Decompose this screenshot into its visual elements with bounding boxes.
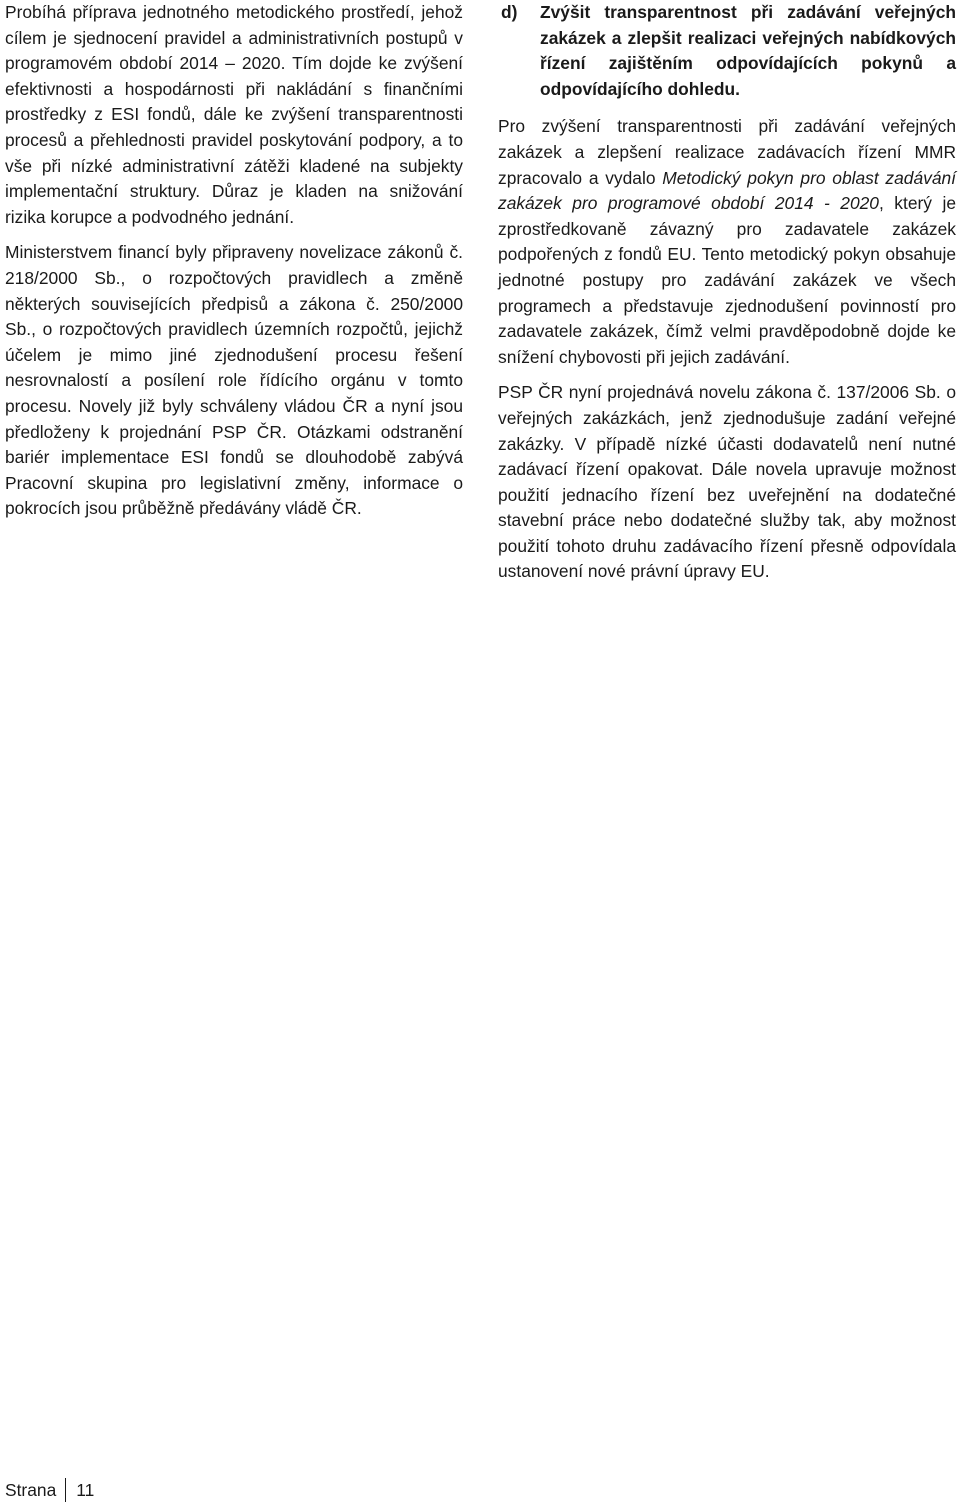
right-paragraph-1-start: Pro zvýšení transparentnosti při zadávání veřejných zakázek a zlepšení realizace zadávacích řízení MMR zpracovalo a vydalo: [498, 116, 956, 188]
right-column: [498, 0, 956, 595]
right-paragraph-2: PSP ČR nyní projednává novelu zákona č. 137/2006 Sb. o veřejných zakázkách, jenž zjednodušuje zadání veřejné zakázky. V případě nízké účasti dodavatelů není nutné zadávací řízení opakovat. Dále novela upravuje možnost použití jednacího řízení bez uveřejnění na dodatečné stavební práce nebo dodatečné služby tak, aby možnost použití tohoto druhu zadávacího řízení přesně odpovídala ustanovení nové právní úpravy EU.: [498, 382, 956, 582]
methodical-guideline-title: Metodický pokyn pro oblast zadávání zakázek pro programové období 2014 - 2020: [498, 167, 956, 214]
heading-text: Zvýšit transparentnost při zadávání veřejných zakázek a zlepšit realizaci veřejných nabídkových řízení zajištěním odpovídajících pokynů a odpovídajícího dohledu.: [540, 2, 956, 99]
page-number: 11: [76, 1480, 95, 1500]
left-paragraph-1: Probíhá příprava jednotného metodického prostředí, jehož cílem je sjednocení pravidel a administrativních postupů v programovém období 2014 – 2020. Tím dojde ke zvýšení efektivnosti a hospodárnosti při nakládání s finančními prostředky z ESI fondů, dále ke zvýšení transparentnosti procesů a přehlednosti pravidel poskytování podpory, a to vše při nízké administrativní zátěži kladené na subjekty implementační struktury. Důraz je kladen na snižování rizika korupce a podvodného jednání.: [5, 2, 463, 227]
right-paragraph-1-end: , který je zprostředkovaně závazný pro zadavatele zakázek podpořených z fondů EU. Tento metodický pokyn obsahuje jednotné postupy pro zadávání zakázek ve všech programech a představuje zjednodušení povinností pro zadavatele zakázek, čímž velmi pravděpodobně dojde ke snížení chybovosti při jejich zadávání.: [498, 193, 957, 367]
heading-list-marker: d): [501, 2, 518, 22]
page-footer: [5, 1478, 94, 1502]
left-column: [5, 0, 463, 532]
right-paragraph-1: [498, 114, 956, 370]
footer-separator: [65, 1478, 66, 1502]
left-paragraph-2: Ministerstvem financí byly připraveny novelizace zákonů č. 218/2000 Sb., o rozpočtových pravidlech a změně některých souvisejících předpisů a zákona č. 250/2000 Sb., o rozpočtových pravidlech územních rozpočtů, jejichž účelem je mimo jiné zjednodušení procesu řešení nesrovnalostí a posílení role řídícího orgánu v tomto procesu. Novely již byly schváleny vládou ČR a nyní jsou předloženy k projednání PSP ČR. Otázkami odstranění bariér implementace ESI fondů se dlouhodobě zabývá Pracovní skupina pro legislativní změny, informace o pokrocích jsou průběžně předávány vládě ČR.: [5, 242, 463, 519]
footer-label: Strana: [5, 1480, 57, 1500]
section-heading-d: [498, 0, 956, 102]
